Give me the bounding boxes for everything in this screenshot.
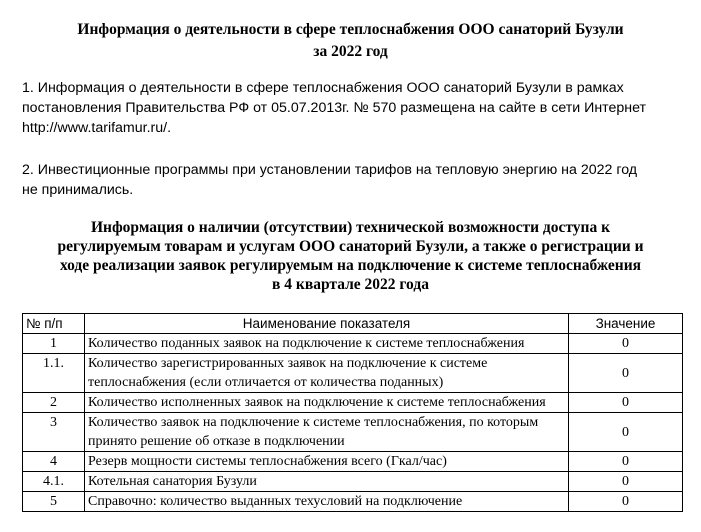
title-line-1: Информация о деятельности в сфере теплоснабжения ООО санаторий Бузули: [77, 21, 624, 38]
row-num: 4.1.: [23, 472, 85, 492]
row-name: [85, 452, 569, 472]
table-row: [23, 393, 683, 413]
subtitle-line-1: Информация о наличии (отсутствии) технической возможности доступа к: [90, 219, 611, 236]
indicators-table: [22, 313, 683, 512]
table-header-row: [23, 314, 683, 334]
row-value: 0: [569, 492, 683, 512]
row-name: [85, 354, 569, 393]
row-name: [85, 492, 569, 512]
row-name-line: Резерв мощности системы теплоснабжения всего (Гкал/час): [88, 454, 447, 469]
paragraph-2-line-1: 2. Инвестиционные программы при установлении тарифов на тепловую энергию на 2022 год: [22, 162, 638, 178]
row-num: 3: [23, 413, 85, 452]
subtitle-line-2: регулируемым товарам и услугам ООО санаторий Бузули, а также о регистрации и: [57, 238, 644, 255]
paragraph-2: [22, 160, 682, 200]
table-row: [23, 472, 683, 492]
table-row: [23, 492, 683, 512]
subtitle-line-4: в 4 квартале 2022 года: [272, 276, 429, 293]
paragraph-2-line-2: не принимались.: [22, 182, 134, 198]
row-num: 2: [23, 393, 85, 413]
row-num: 1: [23, 334, 85, 354]
row-value: 0: [569, 413, 683, 452]
row-name: [85, 413, 569, 452]
row-name: [85, 472, 569, 492]
title-line-2: за 2022 год: [313, 43, 388, 60]
paragraph-1-line-2: постановления Правительства РФ от 05.07.2013г. № 570 размещена на сайте в сети Интернет: [22, 100, 647, 116]
table-row: [23, 413, 683, 452]
row-value: 0: [569, 452, 683, 472]
row-name-line: Количество заявок на подключение к системе теплоснабжения, по которым: [88, 415, 539, 430]
row-name-line: Количество исполненных заявок на подключение к системе теплоснабжения: [88, 395, 546, 410]
document-title: [0, 19, 701, 63]
header-name: Наименование показателя: [85, 314, 569, 334]
row-name-line: Котельная санатория Бузули: [88, 474, 257, 489]
table-row: [23, 354, 683, 393]
row-value: 0: [569, 393, 683, 413]
paragraph-1-line-1: 1. Информация о деятельности в сфере теплоснабжения ООО санаторий Бузули в рамках: [22, 80, 624, 96]
row-num: 1.1.: [23, 354, 85, 393]
header-num: № п/п: [23, 314, 85, 334]
paragraph-1-line-3: http://www.tarifamur.ru/.: [22, 120, 172, 136]
header-value: Значение: [569, 314, 683, 334]
row-name-line: принято решение об отказе в подключении: [88, 434, 345, 449]
table-row: [23, 452, 683, 472]
row-name-line: Количество зарегистрированных заявок на подключение к системе: [88, 356, 488, 371]
row-value: 0: [569, 354, 683, 393]
row-value: 0: [569, 472, 683, 492]
section-subtitle: [0, 218, 701, 294]
row-num: 4: [23, 452, 85, 472]
row-name: [85, 393, 569, 413]
row-name: [85, 334, 569, 354]
row-value: 0: [569, 334, 683, 354]
row-name-line: Количество поданных заявок на подключение к системе теплоснабжения: [88, 336, 525, 351]
row-name-line: Справочно: количество выданных техусловий на подключение: [88, 494, 463, 509]
subtitle-line-3: ходе реализации заявок регулируемым на подключение к системе теплоснабжения: [59, 257, 642, 274]
row-num: 5: [23, 492, 85, 512]
table-row: [23, 334, 683, 354]
paragraph-1: [22, 78, 682, 138]
row-name-line: теплоснабжения (если отличается от количества поданных): [88, 375, 444, 390]
